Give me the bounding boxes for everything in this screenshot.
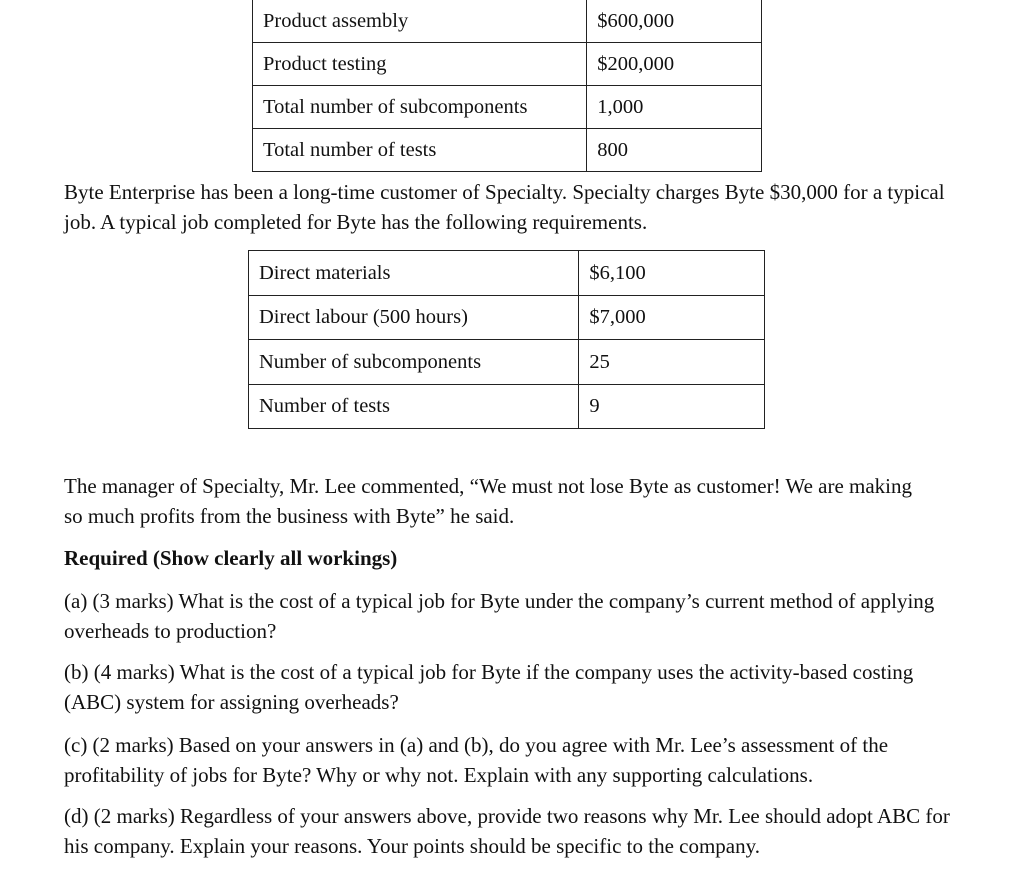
table-cell-value: $6,100: [579, 251, 765, 296]
table-cell-label: Total number of subcomponents: [253, 86, 587, 129]
table-cell-label: Product testing: [253, 43, 587, 86]
table-row: [253, 86, 762, 129]
table-row: [249, 251, 765, 296]
question-c: (c) (2 marks) Based on your answers in (a) and (b), do you agree with Mr. Lee’s assessment of the profitability of jobs for Byte? Why or why not. Explain with any supporting calculations.: [64, 733, 889, 787]
intro-paragraph: Byte Enterprise has been a long-time customer of Specialty. Specialty charges Byte $30,000 for a typical job. A typical job completed for Byte has the following requirements.: [64, 180, 945, 234]
table-cell-value: 1,000: [587, 86, 762, 129]
question-a: (a) (3 marks) What is the cost of a typical job for Byte under the company’s current method of applying overheads to production?: [64, 589, 935, 643]
table-cell-value: 800: [587, 129, 762, 172]
overhead-table: [252, 0, 762, 172]
table-cell-value: 25: [579, 340, 765, 385]
table-cell-label: Number of tests: [249, 384, 579, 429]
manager-comment-paragraph: The manager of Specialty, Mr. Lee commented, “We must not lose Byte as customer! We are making so much profits from the business with Byte” he said.: [64, 474, 913, 528]
table-row: [249, 340, 765, 385]
table-cell-value: $7,000: [579, 295, 765, 340]
required-heading: Required (Show clearly all workings): [64, 546, 398, 570]
table-cell-value: $600,000: [587, 0, 762, 43]
table-row: [253, 0, 762, 43]
table-row: [253, 43, 762, 86]
table-cell-value: 9: [579, 384, 765, 429]
table-cell-label: Total number of tests: [253, 129, 587, 172]
table-cell-label: Number of subcomponents: [249, 340, 579, 385]
question-b: (b) (4 marks) What is the cost of a typical job for Byte if the company uses the activity-based costing (ABC) system for assigning overheads?: [64, 660, 914, 714]
table-row: [253, 129, 762, 172]
table-row: [249, 295, 765, 340]
table-cell-label: Direct materials: [249, 251, 579, 296]
table-row: [249, 384, 765, 429]
job-requirements-table: [248, 250, 765, 429]
question-d: (d) (2 marks) Regardless of your answers above, provide two reasons why Mr. Lee should adopt ABC for his company. Explain your reasons. Your points should be specific to the company.: [64, 804, 950, 858]
table-cell-value: $200,000: [587, 43, 762, 86]
table-cell-label: Product assembly: [253, 0, 587, 43]
table-cell-label: Direct labour (500 hours): [249, 295, 579, 340]
